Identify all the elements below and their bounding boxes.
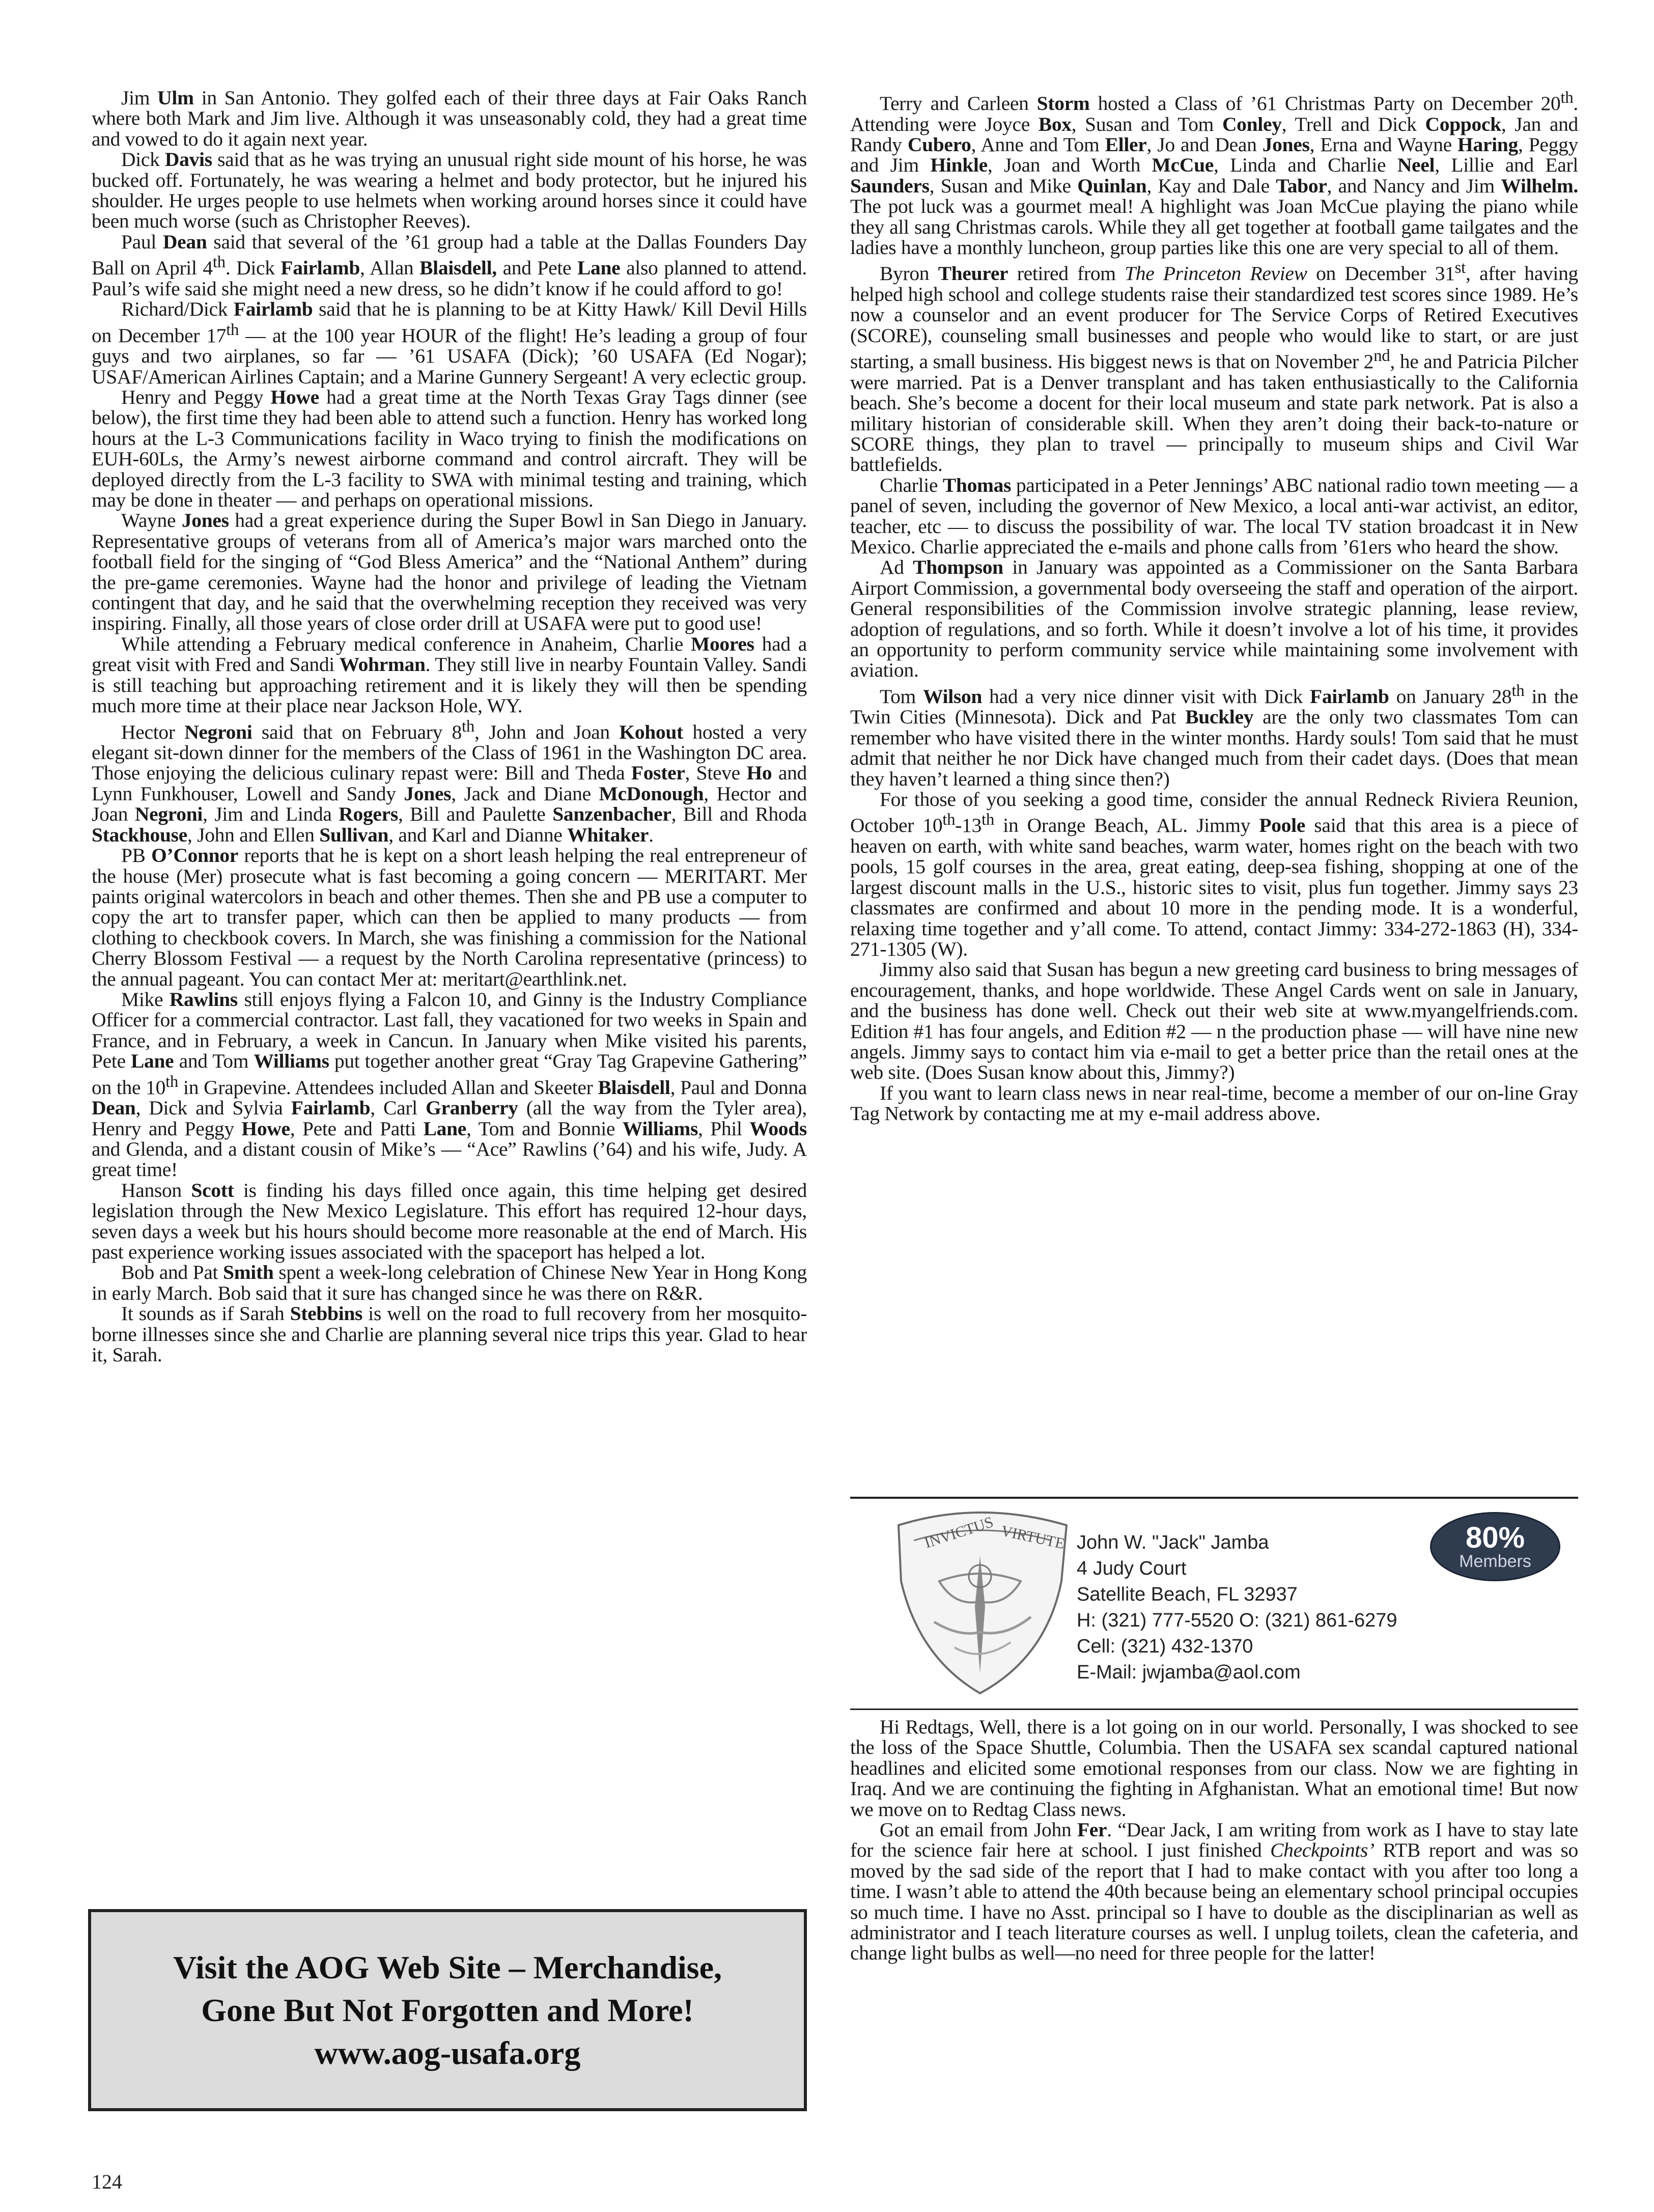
aog-line-2: Gone But Not Forgotten and More! [201,1992,694,2028]
column-paragraph: Jimmy also said that Susan has begun a new greeting card business to bring messages of encouragement, thanks, and hope worldwide. These Angel Cards went on sale in January, and the business has done well. Check out their web site at www.myangelfriends.com. Edition #1 has four angels, and Edition #2 — n the production phase — will have nine new angels. Jimmy says to contact him via e-mail to get a better price than the retail ones at the web site. (Does Susan know about this, Jimmy?) [850,958,1578,1084]
column-paragraph: Mike Rawlins still enjoys flying a Falcon 10, and Ginny is the Industry Compliance Officer for a commercial contractor. Last fall, they vacationed for two weeks in Spain and France, and in February, a week in Cancun. In January when Mike visited his parents, Pete Lane and Tom Williams put together another great “Gray Tag Grapevine Gathering” on the 10th in Grapevine. Attendees included Allan and Skeeter Blaisdell, Paul and Donna Dean, Dick and Sylvia Fairlamb, Carl Granberry (all the way from the Tyler area), Henry and Peggy Howe, Pete and Patti Lane, Tom and Bonnie Williams, Phil Woods and Glenda, and a distant cousin of Mike’s — “Ace” Rawlins (’64) and his wife, Judy. A great time! [92,988,807,1181]
contact-info [1077,1530,1397,1686]
column-paragraph: PB O’Connor reports that he is kept on a short leash helping the real entrepreneur of the house (Mer) prosecute what is fast becoming a going concern — MERITART. Mer paints original watercolors in beach and other themes. Then she and PB use a computer to copy the art to transfer paper, which can then be applied to many products — from clothing to checkbook covers. In March, she was finishing a commission for the National Cherry Blossom Festival — a request by the North Carolina representative (princess) to the annual pageant. You can contact Mer at: meritart@earthlink.net. [92,844,807,990]
column-paragraph: Jim Ulm in San Antonio. They golfed each of their three days at Fair Oaks Ranch where both Mark and Jim live. Although it was unseasonably cold, they had a great time and vowed to do it again next year. [92,87,807,150]
column-paragraph: Bob and Pat Smith spent a week-long celebration of Chinese New Year in Hong Kong in early March. Bob said that it sure has changed since he was there on R&R. [92,1261,807,1304]
membership-percent: 80% [1465,1521,1525,1554]
crest-motto-left: INVICTUS [922,1514,996,1552]
column-paragraph: Terry and Carleen Storm hosted a Class of ’61 Christmas Party on December 20th. Attending were Joyce Box, Susan and Tom Conley, Trell and Dick Coppock, Jan and Randy Cubero, Anne and Tom Eller, Jo and Dean Jones, Erna and Wayne Haring, Peggy and Jim Hinkle, Joan and Worth McCue, Linda and Charlie Neel, Lillie and Earl Saunders, Susan and Mike Quinlan, Kay and Dale Tabor, and Nancy and Jim Wilhelm. The pot luck was a gourmet meal! A highlight was Joan McCue playing the piano while they all sang Christmas carols. While they all get together at football game tailgates and the ladies have a monthly luncheon, group parties like this one are very special to all of them. [850,89,1579,259]
contact-city: Satellite Beach, FL 32937 [1077,1584,1298,1605]
contact-email: E-Mail: jwjamba@aol.com [1077,1662,1301,1683]
column-paragraph: Paul Dean said that several of the ’61 group had a table at the Dallas Founders Day Ball on April 4th. Dick Fairlamb, Allan Blaisdell, and Pete Lane also planned to attend. Paul’s wife said she might need a new dress, so he didn’t know if he could afford to go! [92,230,807,300]
redtags-column [850,1717,1578,1964]
column-paragraph: Hanson Scott is finding his days filled once again, this time helping get desired legislation through the New Mexico Legislature. This effort has required 12-hour days, seven days a week but his hours should become more reasonable at the end of March. His past experience working issues associated with the spaceport has helped a lot. [92,1179,807,1263]
column-paragraph: While attending a February medical conference in Anaheim, Charlie Moores had a great visit with Fred and Sandi Wohrman. They still live in nearby Fountain Valley. Sandi is still teaching but approaching retirement and it is likely they will then be spending much more time at their place near Jackson Hole, WY. [92,632,807,717]
contact-name: John W. "Jack" Jamba [1077,1532,1269,1553]
column-paragraph: Henry and Peggy Howe had a great time at the North Texas Gray Tags dinner (see below), the first time they had been able to attend such a function. Henry has worked long hours at the L-3 Communications facility in Waco trying to finish the modifications on EUH-60Ls, the Army’s newest airborne command and control aircraft. They will be deployed directly from the L-3 facility to SWA with minimal testing and training, which may be done in theater — and perhaps on operational missions. [92,386,807,512]
contact-phones: H: (321) 777-5520 O: (321) 861-6279 [1077,1610,1397,1631]
column-paragraph: If you want to learn class news in near real-time, become a member of our on-line Gray Tag Network by contacting me at my e-mail address above. [850,1081,1578,1125]
crest-motto-right: VIRTUTE [999,1522,1067,1553]
aog-advertisement [88,1909,807,2111]
class-crest-icon [878,1505,1082,1698]
column-paragraph: Dick Davis said that as he was trying an unusual right side mount of his horse, he was bucked off. Fortunately, he was wearing a helmet and body protector, but he injured his shoulder. He urges people to use helmets when working around horses since it could have been much worse (such as Christopher Reeves). [92,148,807,233]
column-paragraph: Tom Wilson had a very nice dinner visit with Dick Fairlamb on January 28th in the Twin Cities (Minnesota). Dick and Pat Buckley are the only two classmates Tom can remember who have visited there in the winter months. Hardy souls! Tom said that he must admit that neither he nor Dick have changed much from their cadet days. (Does that mean they haven’t learned a thing since then?) [850,681,1578,790]
page-number: 124 [92,2170,122,2193]
column-paragraph: Byron Theurer retired from The Princeton Review on December 31st, after having helped high school and college students raise their standardized test scores since 1989. He’s now a counselor and an event producer for The Service Corps of Retired Executives (SCORE), counseling small businesses and people who would like to start, or are just starting, a small business. His biggest news is that on November 2nd, he and Patricia Pilcher were married. Pat is a Denver transplant and has taken enthusiastically to the California beach. She’s become a docent for their local museum and state park network. Pat is also a military historian of considerable skill. When they aren’t doing their back-to-nature or SCORE things, they plan to travel — principally to museum ships and Civil War battlefields. [850,259,1579,476]
membership-label: Members [1459,1552,1531,1571]
divider [850,1709,1578,1710]
column-paragraph: Charlie Thomas participated in a Peter Jennings’ ABC national radio town meeting — a panel of seven, including the governor of New Mexico, a local anti-war activist, an editor, teacher, etc — to discuss the possibility of war. The local TV station broadcast it in New Mexico. Charlie appreciated the e-mails and phone calls from ’61ers who heard the show. [850,473,1578,558]
left-column [92,88,807,1365]
column-paragraph: For those of you seeking a good time, consider the annual Redneck Riviera Reunion, October 10th-13th in Orange Beach, AL. Jimmy Poole said that this area is a piece of heaven on earth, with white sand beaches, warm water, homes right on the beach with two pools, 15 golf courses in the area, great eating, deep-sea fishing, shopping at one of the largest discount malls in the U.S., historic sites to visit, plus fun together. Jimmy says 23 classmates are confirmed and about 10 more in the pending mode. It is a wonderful, relaxing time together and y’all come. To attend, contact Jimmy: 334-272-1863 (H), 334-271-1305 (W). [850,788,1579,961]
column-paragraph: Wayne Jones had a great experience during the Super Bowl in San Diego in January. Representative groups of veterans from all of America’s major wars marched onto the football field for the singing of “God Bless America” and the “National Anthem” during the pre-game ceremonies. Wayne had the honor and privilege of leading the Vietnam contingent that day, and he said that the overwhelming reception they received was very inspiring. Finally, all those years of close order drill at USAFA were put to good use! [92,509,807,635]
column-paragraph: Hector Negroni said that on February 8th, John and Joan Kohout hosted a very elegant sit-down dinner for the members of the Class of 1961 in the Washington DC area. Those enjoying the delicious culinary repast were: Bill and Theda Foster, Steve Ho and Lynn Funkhouser, Lowell and Sandy Jones, Jack and Diane McDonough, Hector and Joan Negroni, Jim and Linda Rogers, Bill and Paulette Sanzenbacher, Bill and Rhoda Stackhouse, John and Ellen Sullivan, and Karl and Dianne Whitaker. [92,717,807,846]
aog-url: www.aog-usafa.org [314,2034,581,2071]
contact-cell: Cell: (321) 432-1370 [1077,1636,1253,1657]
column-paragraph: Got an email from John Fer. “Dear Jack, I am writing from work as I have to stay late for the science fair here at school. I just finished Checkpoints’ RTB report and was so moved by the sad side of the report that I had to make contact with you after too long a time. I wasn’t able to attend the 40th because being an elementary school principal occupies so much time. I have no Asst. principal so I have to double as the disciplinarian as well as administrator and I teach literature courses as well. I unplug toilets, clean the cafeteria, and change light bulbs as well—no need for three people for the latter! [850,1818,1578,1965]
column-paragraph: Richard/Dick Fairlamb said that he is planning to be at Kitty Hawk/ Kill Devil Hills on December 17th — at the 100 year HOUR of the flight! He’s leading a group of four guys and two airplanes, so far — ’61 USAFA (Dick); ’60 USAFA (Ed Nogar); USAF/American Airlines Captain; and a Marine Gunnery Sergeant! A very eclectic group. [92,298,807,388]
column-paragraph: Hi Redtags, Well, there is a lot going on in our world. Personally, I was shocked to see the loss of the Space Shuttle, Columbia. Then the USAFA sex scandal captured national headlines and elicited some emotional responses from our class. Now we are fighting in Iraq. And we are continuing the fighting in Afghanistan. What an emotional time! But now we move on to Redtag Class news. [850,1716,1578,1821]
class-contact-block [850,1502,1578,1705]
right-column [850,88,1578,1124]
membership-badge [1430,1512,1560,1581]
column-paragraph: Ad Thompson in January was appointed as a Commissioner on the Santa Barbara Airport Commission, a governmental body overseeing the staff and operation of the airport. General responsibilities of the Commission involve strategic planning, lease review, adoption of regulations, and so forth. While it doesn’t involve a lot of his time, it provides an opportunity to perform community service while maintaining some involvement with aviation. [850,556,1578,682]
aog-line-1: Visit the AOG Web Site – Merchandise, [173,1949,722,1985]
divider [850,1497,1578,1499]
contact-street: 4 Judy Court [1077,1558,1187,1579]
column-paragraph: It sounds as if Sarah Stebbins is well on the road to full recovery from her mosquito-borne illnesses since she and Charlie are planning several nice trips this year. Glad to hear it, Sarah. [92,1302,807,1366]
